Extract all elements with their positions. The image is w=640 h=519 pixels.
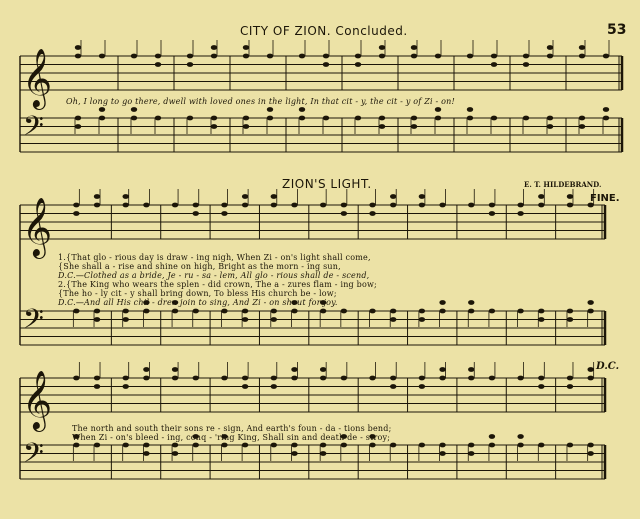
system-3-treble-note bbox=[193, 376, 199, 381]
system-2-bass-note bbox=[291, 309, 297, 314]
system-2-bass-note bbox=[341, 309, 347, 314]
system-1-treble-note bbox=[579, 45, 585, 50]
system-1-bass-note bbox=[75, 124, 81, 129]
system-1-bass-note bbox=[491, 116, 497, 121]
system-1-bass-note bbox=[299, 107, 305, 112]
system-3-bass-note bbox=[369, 443, 375, 448]
system-1-bass-note bbox=[131, 107, 137, 112]
system-1-treble-note bbox=[323, 62, 329, 67]
system-2-bass-note bbox=[320, 309, 326, 314]
system-3-bass-note bbox=[390, 443, 396, 448]
system-2-bass-note bbox=[419, 317, 425, 322]
system-3-treble-note bbox=[538, 384, 544, 389]
system-3-treble-note bbox=[143, 376, 149, 381]
system-2-bass-note bbox=[587, 300, 593, 305]
system-1-treble-note bbox=[99, 54, 105, 59]
system-2-bass-note bbox=[94, 309, 100, 314]
system-2-treble-note bbox=[242, 203, 248, 208]
system-2-bass-note bbox=[517, 309, 523, 314]
system-2-bass-note bbox=[567, 309, 573, 314]
system-1-bass-note bbox=[579, 116, 585, 121]
system-2-treble-note bbox=[193, 211, 199, 216]
system-3-bass-note bbox=[221, 443, 227, 448]
system-2-bass-note bbox=[468, 300, 474, 305]
composer-credit: E. T. HILDEBRAND. bbox=[524, 180, 602, 189]
system-3-treble-note bbox=[94, 384, 100, 389]
system-2-treble-note bbox=[172, 203, 178, 208]
system-3-treble-note bbox=[390, 376, 396, 381]
system-2-treble-note bbox=[517, 211, 523, 216]
system-2-bass-note bbox=[468, 309, 474, 314]
system-3-treble-note bbox=[538, 376, 544, 381]
system-1-treble-note bbox=[491, 62, 497, 67]
system-1-bass-note bbox=[243, 116, 249, 121]
system-3-bass-note bbox=[320, 451, 326, 456]
system-2-bass-note bbox=[271, 317, 277, 322]
system-1-bass-note bbox=[467, 116, 473, 121]
verse-line-1: 1.{That glo - rious day is draw - ing nigh, When Zi - on's light shall come, bbox=[58, 253, 371, 262]
system-1-treble-note bbox=[155, 54, 161, 59]
system-2-bass-note bbox=[567, 317, 573, 322]
system-2-treble-note bbox=[271, 203, 277, 208]
system-2-treble-note bbox=[123, 194, 129, 199]
system-1-bass-note bbox=[267, 116, 273, 121]
system-3-treble-note bbox=[143, 367, 149, 372]
system-1-treble-note bbox=[299, 54, 305, 59]
system-1-bass-note bbox=[435, 116, 441, 121]
system-1-bass-note bbox=[603, 107, 609, 112]
system-2-treble-note bbox=[271, 194, 277, 199]
system-1-treble-note bbox=[243, 45, 249, 50]
system-3-treble-note bbox=[439, 367, 445, 372]
system-2-bass-note bbox=[242, 309, 248, 314]
system-3-treble-note bbox=[468, 376, 474, 381]
system-3-treble-note bbox=[517, 376, 523, 381]
system-1-treble-note bbox=[211, 45, 217, 50]
system-3-treble-note bbox=[291, 367, 297, 372]
system-1-treble-note bbox=[187, 62, 193, 67]
system-2-treble-note bbox=[221, 203, 227, 208]
system-3-bass-note bbox=[587, 451, 593, 456]
system-1-bass-note bbox=[379, 116, 385, 121]
system-1-treble-note bbox=[467, 54, 473, 59]
system-3-treble-note bbox=[291, 376, 297, 381]
system-2-treble-note bbox=[320, 203, 326, 208]
system-2-treble-note bbox=[94, 194, 100, 199]
system-3-bass-note bbox=[123, 443, 129, 448]
system-2-treble-note bbox=[291, 203, 297, 208]
system-2-bass-note bbox=[221, 309, 227, 314]
verse-line-6: D.C.—And all His chil - dren join to sing, And Zi - on shout for joy. bbox=[58, 298, 338, 307]
system-1-treble-note bbox=[75, 54, 81, 59]
verse-line-4: 2.{The King who wears the splen - did crown, The a - zures flam - ing bow; bbox=[58, 280, 377, 289]
system-1-bass-note bbox=[75, 116, 81, 121]
system-2-treble-note bbox=[193, 203, 199, 208]
system-1-treble-note bbox=[155, 62, 161, 67]
system-1-bass-note bbox=[99, 116, 105, 121]
system-2-bass-note bbox=[390, 309, 396, 314]
system-3-treble-note bbox=[242, 384, 248, 389]
system-1-treble-note bbox=[547, 54, 553, 59]
system-2-treble-clef: 𝄞 bbox=[22, 198, 53, 257]
system-3-bass-note bbox=[468, 443, 474, 448]
system-1-bass-note bbox=[547, 116, 553, 121]
hymn-title-city-of-zion: CITY OF ZION. Concluded. bbox=[240, 24, 408, 38]
system-2-treble-note bbox=[123, 203, 129, 208]
system-2-treble-note bbox=[489, 211, 495, 216]
system-3-bass-note bbox=[517, 434, 523, 439]
system-3-treble-note bbox=[221, 376, 227, 381]
system-3-treble-note bbox=[587, 367, 593, 372]
system-1-treble-note bbox=[411, 45, 417, 50]
system-2-treble-note bbox=[369, 211, 375, 216]
system-1-treble-note bbox=[523, 54, 529, 59]
system-2-treble-note bbox=[73, 211, 79, 216]
system-3-treble-note bbox=[341, 376, 347, 381]
system-2-bass-note bbox=[587, 309, 593, 314]
system-3-bass-note bbox=[320, 443, 326, 448]
system-1-bass-note bbox=[131, 116, 137, 121]
system-2-treble-note bbox=[143, 203, 149, 208]
system-3-treble-note bbox=[271, 376, 277, 381]
system-3-treble-note bbox=[489, 376, 495, 381]
system-2-treble-note bbox=[73, 203, 79, 208]
system-1-treble-note bbox=[491, 54, 497, 59]
system-2-treble-note bbox=[419, 194, 425, 199]
system-1-bass-clef: 𝄢 bbox=[23, 110, 44, 149]
system-3-bass-note bbox=[439, 443, 445, 448]
system-2-treble-note bbox=[390, 203, 396, 208]
system-2-bass-note bbox=[123, 317, 129, 322]
system-1-treble-note bbox=[131, 54, 137, 59]
system-3-treble-note bbox=[172, 367, 178, 372]
system-3-bass-note bbox=[567, 443, 573, 448]
lyrics-line-3b: When Zi - on's bleed - ing, conq - 'ring King, Shall sin and death de - stroy; bbox=[72, 433, 391, 442]
system-2-bass-note bbox=[538, 317, 544, 322]
system-2-bass-note bbox=[538, 309, 544, 314]
system-1-treble-note bbox=[211, 54, 217, 59]
system-1-bass-note bbox=[187, 116, 193, 121]
verse-line-5: {The ho - ly cit - y shall bring down, To bless His church be - low; bbox=[58, 289, 337, 298]
system-1-bass-note bbox=[411, 124, 417, 129]
system-2-treble-note bbox=[369, 203, 375, 208]
system-2-bass-note bbox=[489, 309, 495, 314]
system-1-treble-note bbox=[355, 54, 361, 59]
system-3-bass-note bbox=[489, 434, 495, 439]
system-1-bass-note bbox=[211, 116, 217, 121]
system-2-bass-clef: 𝄢 bbox=[23, 303, 44, 342]
system-2-treble-note bbox=[341, 211, 347, 216]
lyrics-line-3a: The north and south their sons re - sign, And earth's foun - da - tions bend; bbox=[72, 424, 392, 433]
system-2-treble-note bbox=[439, 203, 445, 208]
system-3-treble-note bbox=[439, 376, 445, 381]
hymn-title-zions-light: ZION'S LIGHT. bbox=[282, 177, 372, 191]
system-1-treble-note bbox=[603, 54, 609, 59]
system-2-treble-note bbox=[94, 203, 100, 208]
system-3-treble-note bbox=[94, 376, 100, 381]
system-3-bass-note bbox=[73, 443, 79, 448]
system-3-bass-note bbox=[587, 443, 593, 448]
system-1-treble-note bbox=[435, 54, 441, 59]
system-1-treble-note bbox=[187, 54, 193, 59]
system-1-bass-note bbox=[467, 107, 473, 112]
system-1-treble-note bbox=[243, 54, 249, 59]
system-2-treble-note bbox=[390, 194, 396, 199]
system-2-treble-note bbox=[538, 194, 544, 199]
system-1-treble-note bbox=[411, 54, 417, 59]
system-3-bass-note bbox=[193, 443, 199, 448]
system-3-bass-note bbox=[242, 443, 248, 448]
lyrics-line-1: Oh, I long to go there, dwell with loved ones in the light, In that cit - y, the cit - y of Zi - on! bbox=[66, 97, 455, 106]
system-3-treble-note bbox=[567, 384, 573, 389]
system-3-treble-note bbox=[320, 367, 326, 372]
system-3-treble-note bbox=[390, 384, 396, 389]
system-3-bass-note bbox=[538, 443, 544, 448]
system-1-bass-note bbox=[547, 124, 553, 129]
system-2-bass-note bbox=[73, 309, 79, 314]
system-3-treble-note bbox=[123, 376, 129, 381]
system-3-bass-note bbox=[517, 443, 523, 448]
system-3-bass-note bbox=[468, 451, 474, 456]
system-2-treble-note bbox=[567, 194, 573, 199]
system-3-treble-note bbox=[73, 376, 79, 381]
system-2-bass-note bbox=[143, 309, 149, 314]
system-3-bass-note bbox=[143, 443, 149, 448]
system-3-bass-clef: 𝄢 bbox=[23, 437, 44, 476]
system-1-bass-note bbox=[379, 124, 385, 129]
system-3-bass-note bbox=[291, 451, 297, 456]
system-3-bass-note bbox=[439, 451, 445, 456]
system-1-treble-note bbox=[267, 54, 273, 59]
system-1-bass-note bbox=[411, 116, 417, 121]
system-3-bass-note bbox=[291, 443, 297, 448]
system-2-treble-note bbox=[468, 203, 474, 208]
system-2-bass-note bbox=[439, 300, 445, 305]
system-3-bass-note bbox=[419, 443, 425, 448]
system-2-bass-note bbox=[193, 309, 199, 314]
system-1-treble-clef: 𝄞 bbox=[22, 49, 53, 108]
system-1-bass-note bbox=[299, 116, 305, 121]
system-1-bass-note bbox=[155, 116, 161, 121]
system-2-treble-note bbox=[489, 203, 495, 208]
system-3-treble-note bbox=[468, 367, 474, 372]
system-2-treble-note bbox=[242, 194, 248, 199]
system-1-treble-note bbox=[75, 45, 81, 50]
system-3-bass-note bbox=[94, 443, 100, 448]
system-3-treble-note bbox=[172, 376, 178, 381]
verse-line-2: {She shall a - rise and shine on high, Bright as the morn - ing sun, bbox=[58, 262, 341, 271]
system-3-bass-note bbox=[172, 443, 178, 448]
fine-marking: FINE. bbox=[590, 193, 620, 204]
system-1-bass-note bbox=[243, 124, 249, 129]
system-2-bass-note bbox=[94, 317, 100, 322]
system-1-bass-note bbox=[99, 107, 105, 112]
page-number: 53 bbox=[607, 22, 627, 38]
system-3-treble-note bbox=[567, 376, 573, 381]
system-2-treble-note bbox=[538, 203, 544, 208]
system-1-treble-note bbox=[379, 45, 385, 50]
system-3-treble-clef: 𝄞 bbox=[22, 371, 53, 430]
system-1-bass-note bbox=[211, 124, 217, 129]
system-1-treble-note bbox=[323, 54, 329, 59]
system-1-treble-note bbox=[547, 45, 553, 50]
system-2-treble-note bbox=[419, 203, 425, 208]
system-1-bass-note bbox=[523, 116, 529, 121]
system-3-treble-note bbox=[369, 376, 375, 381]
system-3-treble-note bbox=[271, 384, 277, 389]
system-2-bass-note bbox=[439, 309, 445, 314]
system-1-bass-note bbox=[267, 107, 273, 112]
system-3-bass-note bbox=[341, 443, 347, 448]
system-2-bass-note bbox=[419, 309, 425, 314]
system-2-bass-note bbox=[123, 309, 129, 314]
system-2-treble-note bbox=[567, 203, 573, 208]
system-3-treble-note bbox=[123, 384, 129, 389]
system-2-bass-note bbox=[271, 309, 277, 314]
system-1-bass-note bbox=[435, 107, 441, 112]
system-3-bass-note bbox=[489, 443, 495, 448]
system-2-treble-note bbox=[221, 211, 227, 216]
system-2-treble-note bbox=[517, 203, 523, 208]
system-3-treble-note bbox=[587, 376, 593, 381]
system-3-treble-note bbox=[419, 376, 425, 381]
system-1-bass-note bbox=[355, 116, 361, 121]
system-1-treble-note bbox=[355, 62, 361, 67]
system-3-bass-note bbox=[271, 443, 277, 448]
system-2-bass-note bbox=[172, 309, 178, 314]
system-3-treble-note bbox=[419, 384, 425, 389]
system-2-bass-note bbox=[390, 317, 396, 322]
system-2-bass-note bbox=[369, 309, 375, 314]
system-3-bass-note bbox=[172, 451, 178, 456]
system-1-bass-note bbox=[603, 116, 609, 121]
system-3-treble-note bbox=[242, 376, 248, 381]
system-1-treble-note bbox=[379, 54, 385, 59]
system-2-bass-note bbox=[242, 317, 248, 322]
system-3-treble-note bbox=[320, 376, 326, 381]
system-3-bass-note bbox=[143, 451, 149, 456]
system-1-bass-note bbox=[323, 116, 329, 121]
verse-line-3: D.C.—Clothed as a bride, Je - ru - sa - lem, All glo - rious shall de - scend, bbox=[58, 271, 370, 280]
dc-marking: D.C. bbox=[596, 361, 620, 372]
system-2-treble-note bbox=[341, 203, 347, 208]
system-1-treble-note bbox=[523, 62, 529, 67]
system-1-bass-note bbox=[579, 124, 585, 129]
system-1-treble-note bbox=[579, 54, 585, 59]
